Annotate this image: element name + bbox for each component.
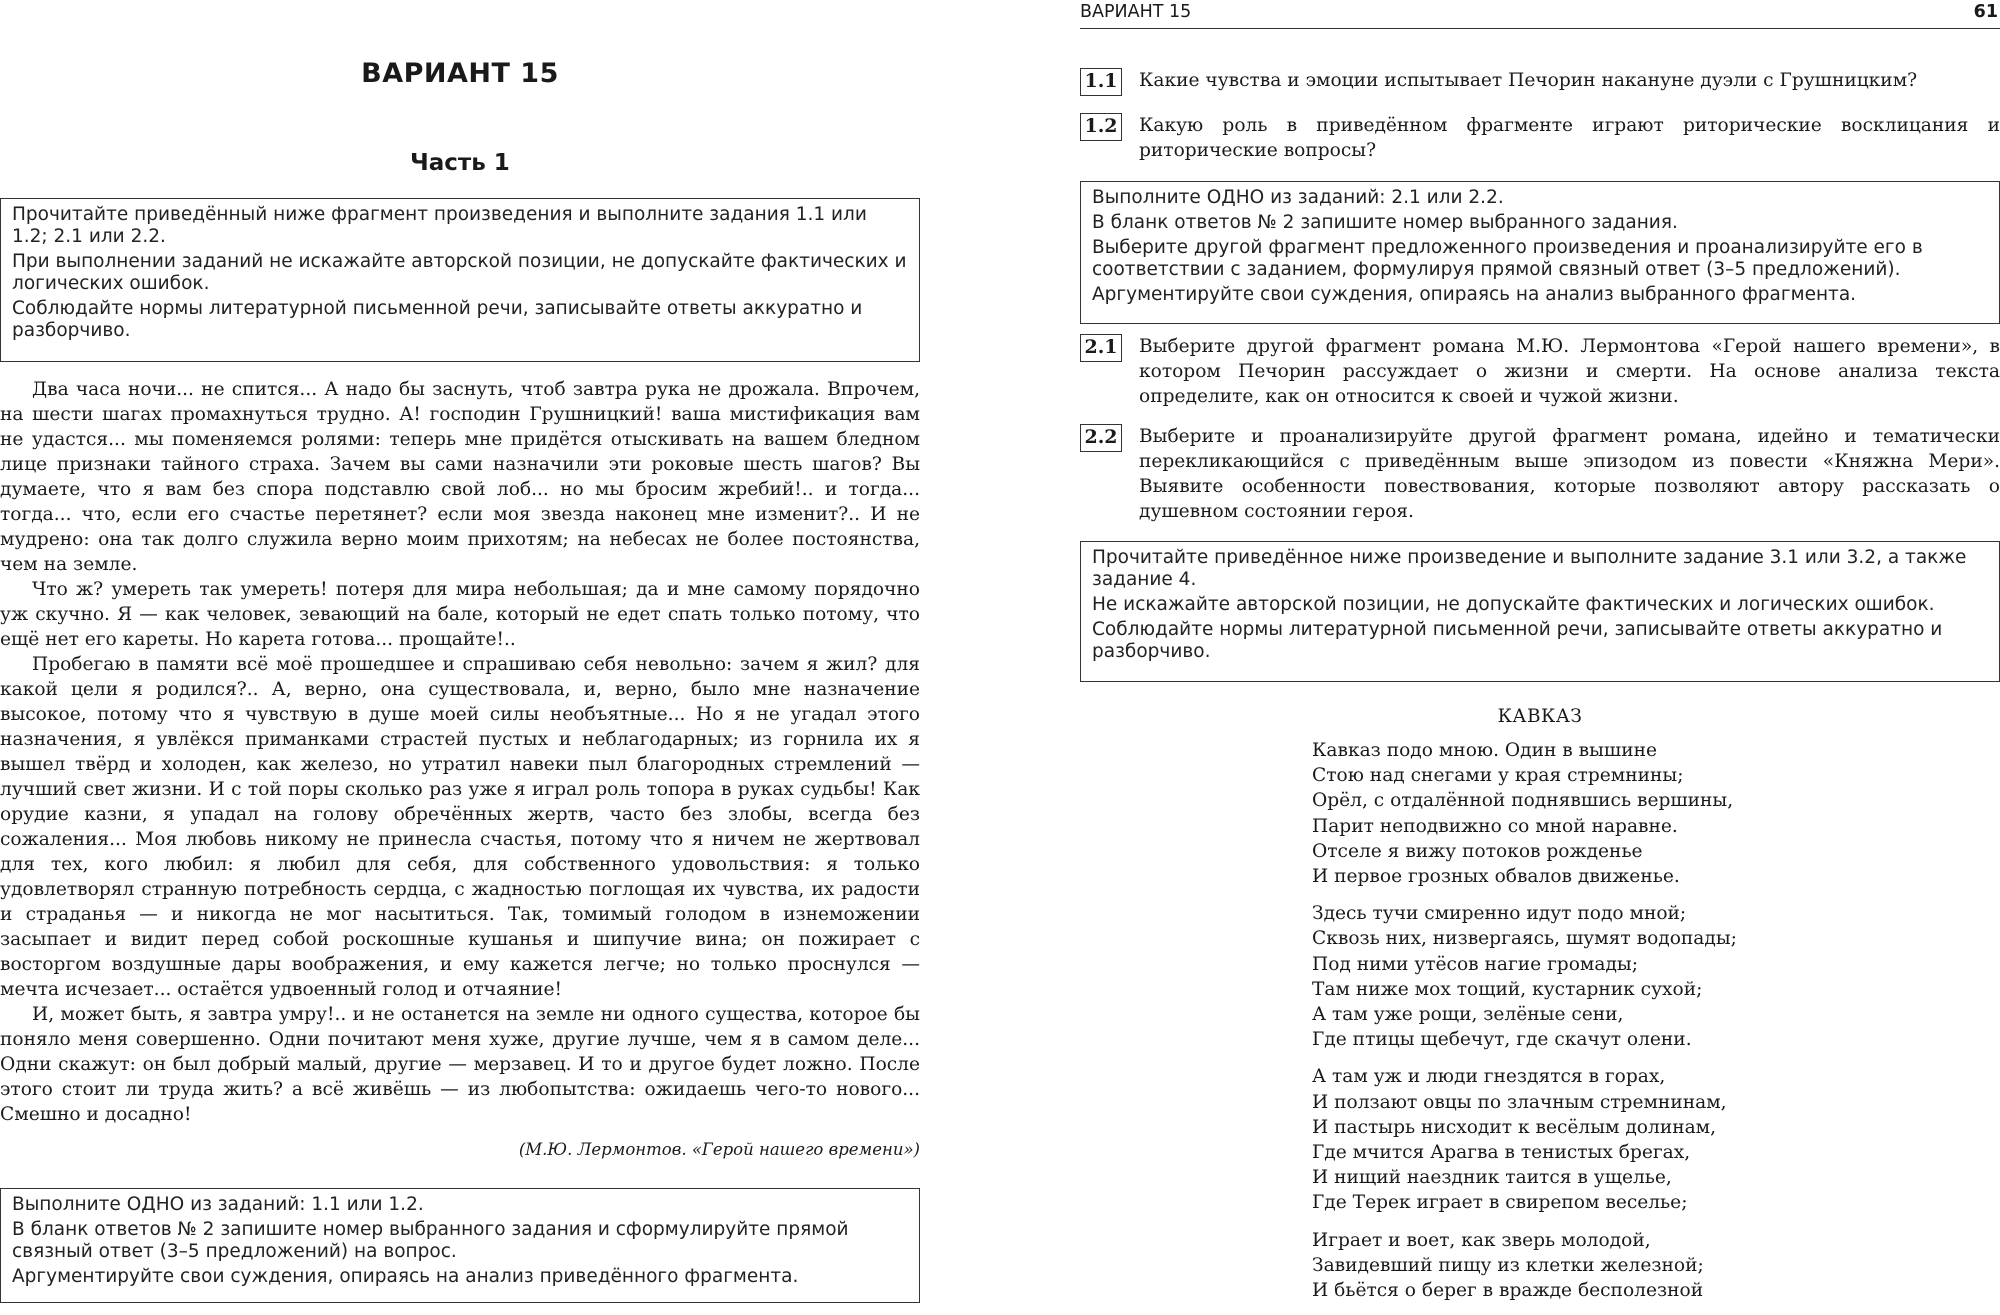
excerpt-paragraph: Два часа ночи... не спится... А надо бы заснуть, чтоб завтра рука не дрожала. Впрочем, на шести шагах промахнуться трудно. А! господин Грушницкий! ваша мистификация вам не удастся... мы поменяемся ролями: теперь мне придётся отыскивать на вашем бледном лице признаки тайного страха. Зачем вы сами назначили эти роковые шесть шагов? Вы думаете, что я вам без спора подставлю свой лоб... но мы бросим жребий!.. и тогда... тогда... что, если его счастье перетянет? если моя звезда наконец мне изменит?.. И не мудрено: она так долго служила верно моим прихотям; на небесах не более постоянства, чем на земле. bbox=[0, 379, 920, 575]
instruction-line: Соблюдайте нормы литературной письменной речи, записывайте ответы аккуратно и разборчиво. bbox=[12, 298, 863, 341]
instruction-line: В бланк ответов № 2 запишите номер выбранного задания и сформулируйте прямой связный ответ (3–5 предложений) на вопрос. bbox=[12, 1219, 849, 1262]
poem-line: Сквозь них, низвергаясь, шумят водопады; bbox=[1312, 928, 1737, 950]
poem-line: Здесь тучи смиренно идут подо мной; bbox=[1312, 903, 1687, 925]
instruction-line: Не искажайте авторской позиции, не допускайте фактических и логических ошибок. bbox=[1092, 594, 1935, 615]
task-number-badge: 1.2 bbox=[1080, 113, 1122, 141]
instruction-line: Прочитайте приведённый ниже фрагмент произведения и выполните задания 1.1 или 1.2; 2.1 или 2.2. bbox=[12, 204, 867, 247]
task-number-badge: 2.1 bbox=[1080, 334, 1122, 362]
poem-stanza bbox=[1312, 738, 1737, 889]
poem-line: Отселе я вижу потоков рожденье bbox=[1312, 840, 1643, 862]
right-page bbox=[1080, 0, 2000, 1307]
instructions-box-3 bbox=[1080, 541, 2000, 682]
task-2-2 bbox=[1080, 424, 2000, 526]
poem-line: А там уже рощи, зелёные сени, bbox=[1312, 1004, 1624, 1026]
instruction-line: Аргументируйте свои суждения, опираясь на анализ выбранного фрагмента. bbox=[1092, 284, 1857, 305]
poem-line: И первое грозных обвалов движенье. bbox=[1312, 866, 1680, 888]
task-text: Выберите и проанализируйте другой фрагмент романа, идейно и тематически перекликающийся с приведённым выше эпизодом из повести «Княжна Мери». Выявите особенности повествования, которые позволяют автору рассказать о душевном состоянии героя. bbox=[1139, 426, 2000, 522]
task-text: Какие чувства и эмоции испытывает Печорин накануне дуэли с Грушницким? bbox=[1139, 70, 1918, 91]
poem-line: И пастырь нисходит к весёлым долинам, bbox=[1312, 1116, 1717, 1138]
poem-line: Где птицы щебечут, где скачут олени. bbox=[1312, 1029, 1692, 1051]
instructions-box-2 bbox=[1080, 181, 2000, 324]
poem-line: Кавказ подо мною. Один в вышине bbox=[1312, 740, 1658, 761]
poem-line: Парит неподвижно со мной наравне. bbox=[1312, 815, 1678, 837]
poem-line: И нищий наездник таится в ущелье, bbox=[1312, 1167, 1672, 1189]
poem-stanza bbox=[1312, 901, 1737, 1052]
instruction-line: Прочитайте приведённое ниже произведение и выполните задание 3.1 или 3.2, а также задание 4. bbox=[1092, 547, 1967, 590]
attribution: (М.Ю. Лермонтов. «Герой нашего времени») bbox=[518, 1140, 920, 1159]
instruction-line: Соблюдайте нормы литературной письменной речи, записывайте ответы аккуратно и разборчиво. bbox=[1092, 619, 1943, 662]
instruction-line: Аргументируйте свои суждения, опираясь на анализ приведённого фрагмента. bbox=[12, 1266, 799, 1287]
instructions-box-bottom bbox=[0, 1188, 920, 1303]
task-1-2 bbox=[1080, 113, 2000, 165]
poem-line: Где Терек играет в свирепом веселье; bbox=[1312, 1192, 1688, 1214]
part-title: Часть 1 bbox=[410, 150, 510, 176]
header-variant: ВАРИАНТ 15 bbox=[1080, 2, 1192, 22]
running-header bbox=[1080, 0, 2000, 29]
instruction-line: Выберите другой фрагмент предложенного произведения и проанализируйте его в соответствии с заданием, формулируя прямой связный ответ (3–5 предложений). bbox=[1092, 237, 1923, 280]
poem-line: Играет и воет, как зверь молодой, bbox=[1312, 1229, 1651, 1251]
task-1-1 bbox=[1080, 68, 2000, 98]
variant-title: ВАРИАНТ 15 bbox=[361, 58, 559, 89]
instruction-line: В бланк ответов № 2 запишите номер выбранного задания. bbox=[1092, 212, 1678, 233]
page-number: 61 bbox=[1973, 2, 1998, 22]
left-page bbox=[0, 0, 920, 1307]
excerpt-paragraph: И, может быть, я завтра умру!.. и не останется на земле ни одного существа, которое бы поняло меня совершенно. Одни почитают меня хуже, другие лучше, чем я в самом деле... Одни скажут: он был добрый малый, другие — мерзавец. И то и другое будет ложно. После этого стоит ли труда жить? а всё живёшь — из любопытства: ожидаешь чего-то нового... Смешно и досадно! bbox=[0, 1004, 920, 1125]
poem-stanza bbox=[1312, 1228, 1737, 1304]
task-number-badge: 1.1 bbox=[1080, 68, 1122, 96]
instruction-line: При выполнении заданий не искажайте авторской позиции, не допускайте фактических и логических ошибок. bbox=[12, 251, 907, 294]
poem-line: И бьётся о берег в вражде бесполезной bbox=[1312, 1280, 1704, 1302]
poem-line: И ползают овцы по злачным стремнинам, bbox=[1312, 1091, 1727, 1113]
task-text: Какую роль в приведённом фрагменте играют риторические восклицания и риторические вопросы? bbox=[1139, 115, 2000, 161]
instruction-line: Выполните ОДНО из заданий: 1.1 или 1.2. bbox=[12, 1194, 424, 1215]
poem-stanza bbox=[1312, 1064, 1737, 1215]
instructions-box-top bbox=[0, 198, 920, 362]
task-text: Выберите другой фрагмент романа М.Ю. Лермонтова «Герой нашего времени», в котором Печорин рассуждает о жизни и смерти. На основе анализа текста определите, как он относится к своей и чужой жизни. bbox=[1139, 336, 2000, 407]
excerpt-paragraph: Пробегаю в памяти всё моё прошедшее и спрашиваю себя невольно: зачем я жил? для какой цели я родился?.. А, верно, она существовала, и, верно, было мне назначение высокое, потому что я чувствую в душе моей силы необъятные... Но я не угадал этого назначения, я увлёкся приманками страстей пустых и неблагодарных; из горнила их я вышел твёрд и холоден, как железо, но утратил навеки пыл благородных стремлений — лучший свет жизни. И с той поры сколько раз уже я играл роль топора в руках судьбы! Как орудие казни, я упадал на голову обречённых жертв, часто без злобы, всегда без сожаления... Моя любовь никому не принесла счастья, потому что я ничем не жертвовал для тех, кого любил: я любил для себя, для собственного удовольствия: я только удовлетворял странную потребность сердца, с жадностью поглощая их чувства, их радости и страданья — и никогда не мог насытиться. Так, томимый голодом в изнеможении засыпает и видит перед собой роскошные кушанья и шипучие вина; он пожирает с восторгом воздушные дары воображения, и ему кажется легче; но только проснулся — мечта исчезает... остаётся удвоенный голод и отчаяние! bbox=[0, 654, 920, 1000]
poem-title: КАВКАЗ bbox=[1497, 706, 1583, 727]
poem-line: Где мчится Арагва в тенистых брегах, bbox=[1312, 1142, 1691, 1164]
poem-line: Под ними утёсов нагие громады; bbox=[1312, 953, 1638, 975]
poem-line: Там ниже мох тощий, кустарник сухой; bbox=[1312, 978, 1703, 1000]
poem-line: Завидевший пищу из клетки железной; bbox=[1312, 1254, 1704, 1276]
poem-line: А там уж и люди гнездятся в горах, bbox=[1312, 1066, 1666, 1088]
poem-line: Орёл, с отдалённой поднявшись вершины, bbox=[1312, 790, 1734, 812]
poem bbox=[1312, 738, 1737, 1315]
task-number-badge: 2.2 bbox=[1080, 424, 1122, 452]
instruction-line: Выполните ОДНО из заданий: 2.1 или 2.2. bbox=[1092, 187, 1504, 208]
excerpt-paragraph: Что ж? умереть так умереть! потеря для мира небольшая; да и мне самому порядочно уж скучно. Я — как человек, зевающий на бале, который не едет спать только потому, что ещё нет его кареты. Но карета готова... прощайте!.. bbox=[0, 579, 920, 650]
excerpt-text bbox=[0, 377, 920, 1127]
poem-line: Стою над снегами у края стремнины; bbox=[1312, 765, 1684, 787]
task-2-1 bbox=[1080, 334, 2000, 410]
